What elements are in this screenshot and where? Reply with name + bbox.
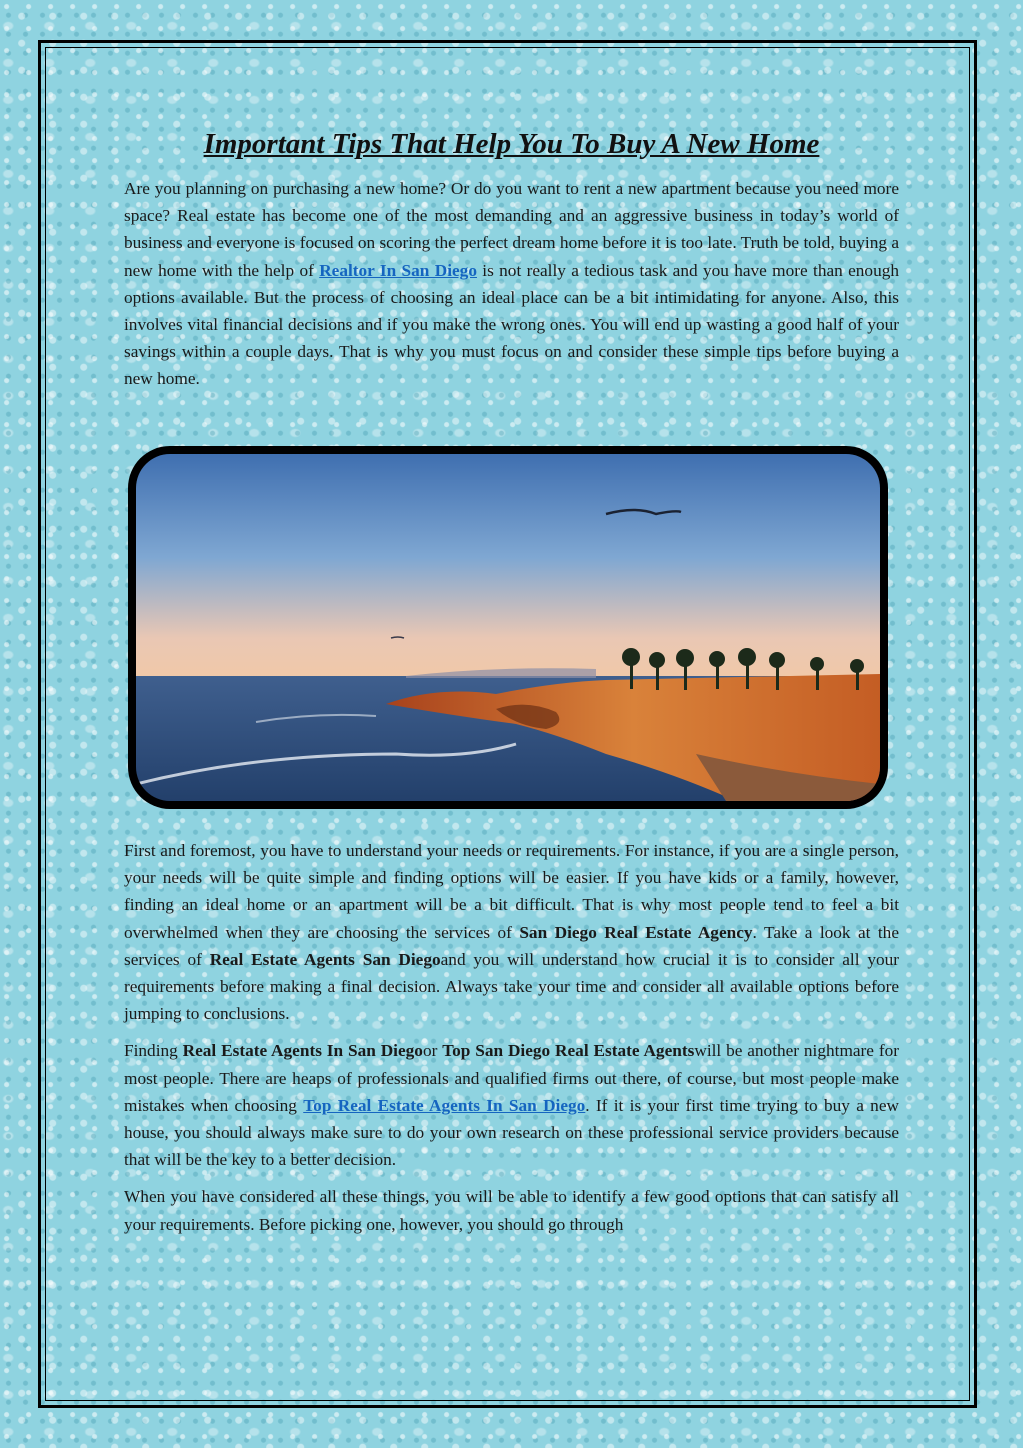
- para2-text-1: Finding: [124, 1041, 183, 1061]
- para1-text-2: . Take a look at the services of: [124, 922, 899, 969]
- intro-text-1: Are you planning on purchasing a new home? Or do you want to rent a new apartment because you need more space? Real estate has become one of the most demanding and an aggressive business in today’s world of business and everyone is focused on scoring the perfect dream home before it is too late. Truth be told, buying a new home with the help of: [124, 179, 899, 280]
- keyword-real-estate-agents-san-diego: Real Estate Agents San Diego: [209, 949, 441, 969]
- para1-text-1: First and foremost, you have to understand your needs or requirements. For instance, if you are a single person, your needs will be quite simple and finding options will be easier. If you have kids or a family, however, finding an ideal home or an apartment will be a bit difficult. That is why most people tend to feel a bit overwhelmed when they are choosing the services of: [124, 841, 899, 942]
- para2-text-2: or: [422, 1041, 443, 1061]
- top-real-estate-agents-link[interactable]: Top Real Estate Agents In San Diego: [303, 1095, 586, 1115]
- keyword-real-estate-agents-in-san-diego: Real Estate Agents In San Diego: [182, 1041, 423, 1061]
- paragraph-options: When you have considered all these things, you will be able to identify a few good options that can satisfy all your requirements. Before picking one, however, you should go through: [124, 1187, 899, 1234]
- article-body: [124, 837, 899, 1238]
- para2-text-4: . If it is your first time trying to buy a new house, you should always make sure to do your own research on these professional service providers because that will be the key to a better decision.: [124, 1095, 899, 1170]
- page-title: Important Tips That Help You To Buy A New Home: [203, 128, 820, 160]
- keyword-san-diego-real-estate-agency: San Diego Real Estate Agency: [519, 922, 753, 942]
- article-top: [124, 120, 899, 393]
- keyword-top-san-diego-real-estate-agents: Top San Diego Real Estate Agents: [442, 1041, 695, 1061]
- coastal-photo-illustration: [136, 454, 880, 801]
- para2-text-3: will be another nightmare for most people. There are heaps of professionals and qualified firms out there, of course, but most people make mistakes when choosing: [124, 1041, 899, 1115]
- paragraph-needs: [124, 837, 899, 1027]
- intro-text-2: is not really a tedious task and you have more than enough options available. But the process of choosing an ideal place can be a bit intimidating for anyone. Also, this involves vital financial decisions and if you make the wrong ones. You will end up wasting a good half of your savings within a couple days. That is why you must focus on and consider these simple tips before buying a new home.: [124, 260, 899, 389]
- para1-text-3: and you will understand how crucial it is to consider all your requirements before making a final decision. Always take your time and consider all available options before jumping to conclusions.: [124, 949, 899, 1024]
- paragraph-finding-agents: [124, 1037, 899, 1173]
- realtor-san-diego-link[interactable]: Realtor In San Diego: [319, 260, 477, 280]
- intro-paragraph: [124, 175, 899, 393]
- coastal-sunset-photo: [128, 446, 888, 809]
